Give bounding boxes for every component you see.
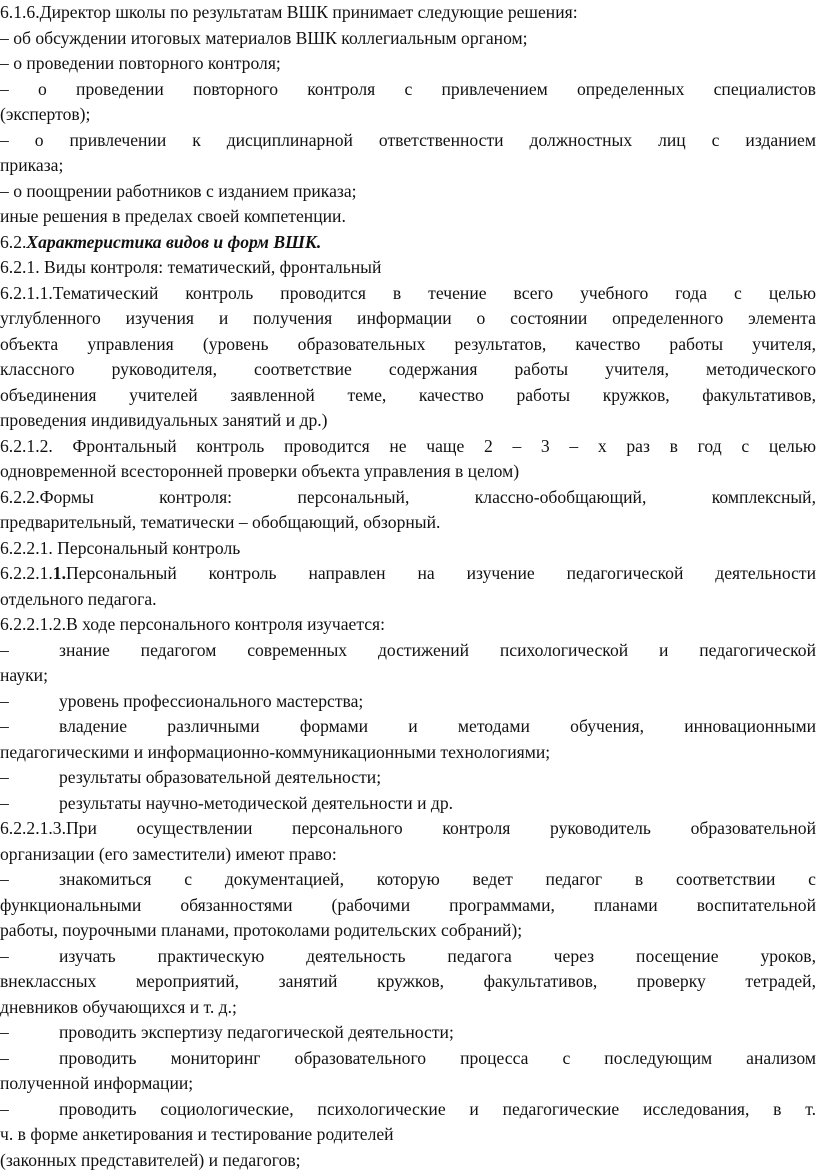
list-dash: – [0, 638, 59, 664]
text-line: объединения учителей заявленной теме, качество работы кружков, факультативов, [0, 383, 816, 409]
list-dash: – [0, 765, 59, 791]
text-line: – о проведении повторного контроля; [0, 51, 816, 77]
text-line: – о привлечении к дисциплинарной ответственности должностных лиц с изданием [0, 128, 816, 154]
text-line: проведения индивидуальных занятий и др.) [0, 408, 816, 434]
list-dash: – [0, 714, 59, 740]
text-line: отдельного педагога. [0, 587, 816, 613]
text-line: функциональными обязанностями (рабочими программами, планами воспитательной [0, 893, 816, 919]
text-line: 6.2.2.1. Персональный контроль [0, 536, 816, 562]
text-line: приказа; [0, 153, 816, 179]
text-line: полученной информации; [0, 1071, 816, 1097]
text-line: работы, поурочными планами, протоколами родительских собраний); [0, 918, 816, 944]
text-line: 6.2.1. Виды контроля: тематический, фронтальный [0, 255, 816, 281]
text-line: 6.2.1.1.Тематический контроль проводится в течение всего учебного года с целью [0, 281, 816, 307]
text-line: (экспертов); [0, 102, 816, 128]
section-heading: Характеристика видов и форм ВШК. [26, 232, 321, 252]
text-line: – результаты образовательной деятельности; [0, 765, 816, 791]
text-line: – проводить экспертизу педагогической деятельности; [0, 1020, 816, 1046]
text-line: – изучать практическую деятельность педагога через посещение уроков, [0, 944, 816, 970]
text-line [0, 561, 816, 587]
text-line [0, 230, 816, 256]
text-line: ч. в форме анкетирования и тестирование родителей [0, 1122, 816, 1148]
text-line: – уровень профессионального мастерства; [0, 689, 816, 715]
text-line: 6.2.1.2. Фронтальный контроль проводится не чаще 2 – 3 – х раз в год с целью [0, 434, 816, 460]
text-line: – об обсуждении итоговых материалов ВШК коллегиальным органом; [0, 26, 816, 52]
bold-number: 1. [53, 563, 66, 583]
list-dash: – [0, 689, 59, 715]
text-line: дневников обучающихся и т. д.; [0, 995, 816, 1021]
text-line: организации (его заместители) имеют право: [0, 842, 816, 868]
list-dash: – [0, 791, 59, 817]
text-line: иные решения в пределах своей компетенции. [0, 204, 816, 230]
list-dash: – [0, 944, 59, 970]
text-line: – проводить мониторинг образовательного процесса с последующим анализом [0, 1046, 816, 1072]
text-line: педагогическими и информационно-коммуникационными технологиями; [0, 740, 816, 766]
text-line: науки; [0, 663, 816, 689]
text-line: – о поощрении работников с изданием приказа; [0, 179, 816, 205]
list-dash: – [0, 1020, 59, 1046]
list-dash: – [0, 867, 59, 893]
list-dash: – [0, 1097, 59, 1123]
text-line: – владение различными формами и методами обучения, инновационными [0, 714, 816, 740]
text-line: 6.2.2.1.3.При осуществлении персонального контроля руководитель образовательной [0, 816, 816, 842]
text-line: углубленного изучения и получения информации о состоянии определенного элемента [0, 306, 816, 332]
text-line: 6.2.2.Формы контроля: персональный, классно-обобщающий, комплексный, [0, 485, 816, 511]
text-line: предварительный, тематически – обобщающий, обзорный. [0, 510, 816, 536]
text-line: – о проведении повторного контроля с привлечением определенных специалистов [0, 77, 816, 103]
text-line: классного руководителя, соответствие содержания работы учителя, методического [0, 357, 816, 383]
text-line: внеклассных мероприятий, занятий кружков, факультативов, проверку тетрадей, [0, 969, 816, 995]
text-line: 6.1.6.Директор школы по результатам ВШК принимает следующие решения: [0, 0, 816, 26]
line-prefix: 6.2. [0, 232, 26, 252]
line-prefix: 6.2.2.1. [0, 563, 53, 583]
line-suffix: Персональный контроль направлен на изучение педагогической деятельности [66, 563, 816, 583]
text-line: – знакомиться с документацией, которую ведет педагог в соответствии с [0, 867, 816, 893]
text-line: – знание педагогом современных достижений психологической и педагогической [0, 638, 816, 664]
text-line: одновременной всесторонней проверки объекта управления в целом) [0, 459, 816, 485]
text-line: – результаты научно-методической деятельности и др. [0, 791, 816, 817]
list-dash: – [0, 1046, 59, 1072]
text-line: объекта управления (уровень образовательных результатов, качество работы учителя, [0, 332, 816, 358]
text-line: 6.2.2.1.2.В ходе персонального контроля изучается: [0, 612, 816, 638]
text-line: (законных представителей) и педагогов; [0, 1148, 816, 1173]
text-line: – проводить социологические, психологические и педагогические исследования, в т. [0, 1097, 816, 1123]
